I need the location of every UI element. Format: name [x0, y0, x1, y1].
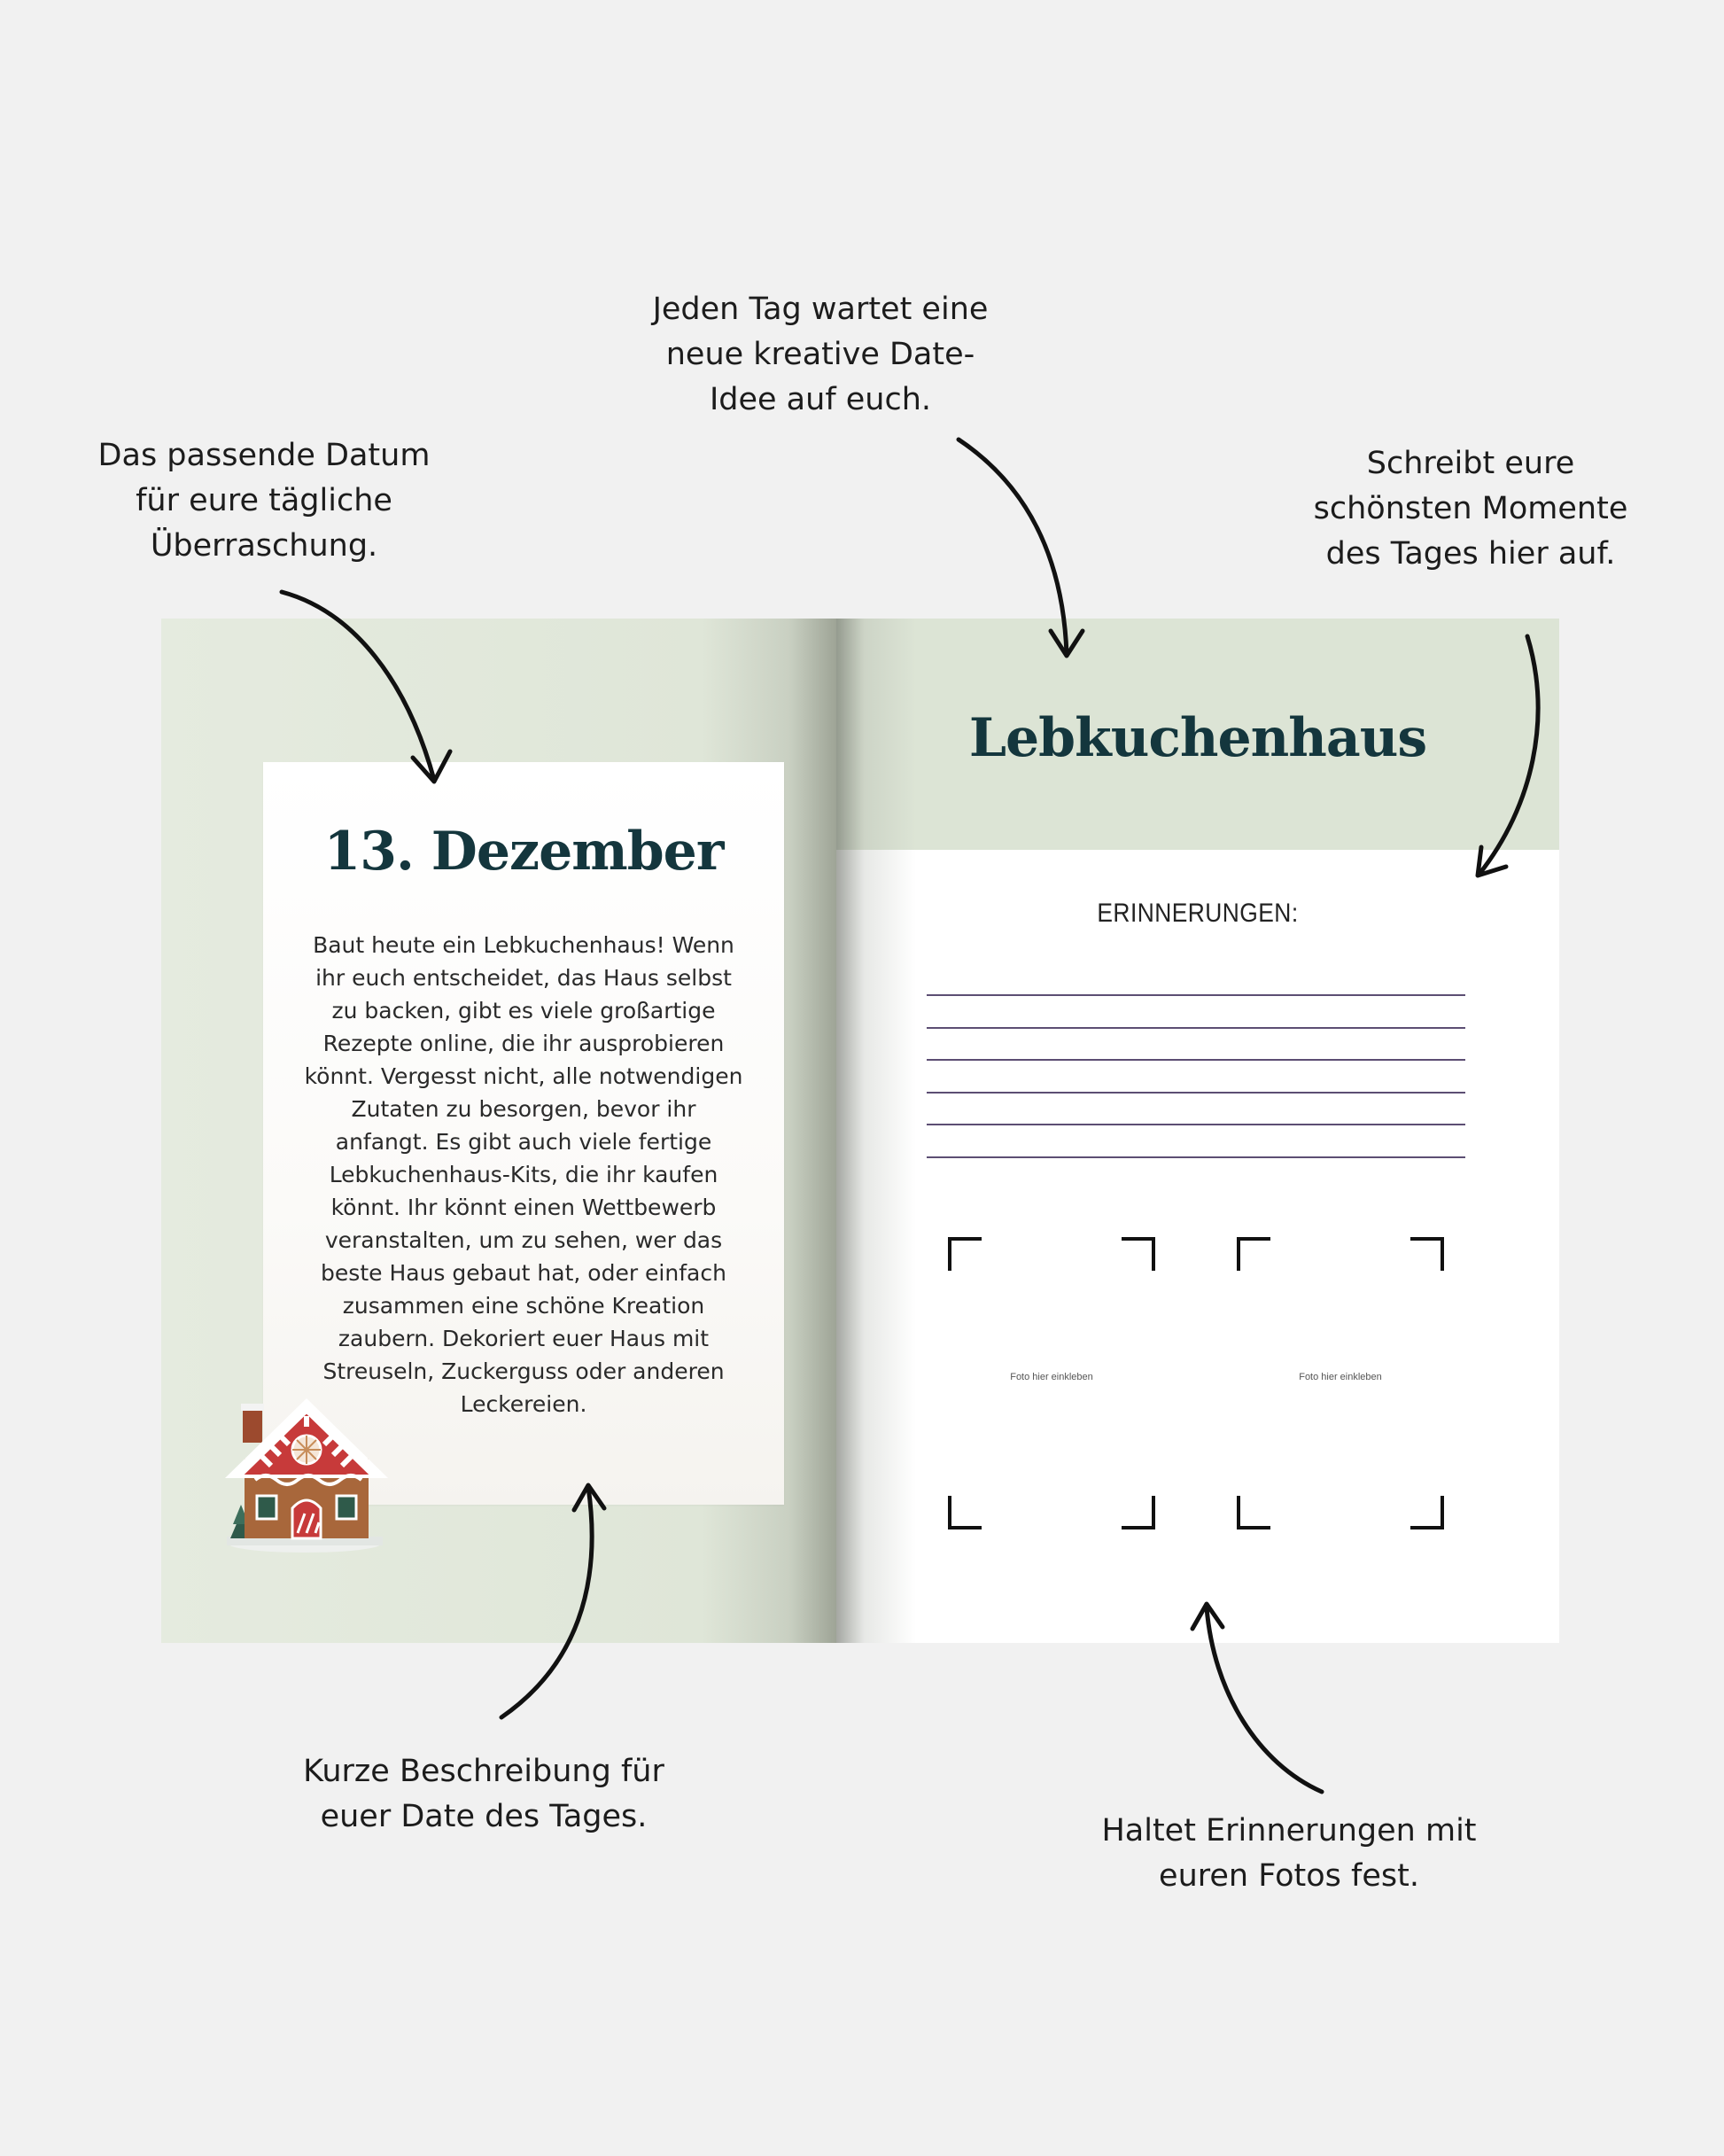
frame-corner — [1237, 1237, 1270, 1271]
annotation-idea: Jeden Tag wartet eine neue kreative Date- Idee auf euch. — [652, 292, 989, 417]
annotation-date: Das passende Datum für eure tägliche Überraschung. — [97, 438, 431, 564]
memories-label: ERINNERUNGEN: — [1097, 899, 1299, 928]
frame-corner — [948, 1237, 982, 1271]
photo-frame-2 — [1237, 1237, 1444, 1529]
writing-line — [927, 1061, 1465, 1094]
spine-shadow — [836, 619, 916, 1643]
frame-corner — [1122, 1496, 1155, 1529]
frame-corner — [1410, 1496, 1444, 1529]
open-book — [161, 619, 1559, 1643]
writing-line — [927, 996, 1465, 1029]
photo-frame-1 — [948, 1237, 1155, 1529]
photo-placeholder-label: Foto hier einkleben — [1299, 1372, 1382, 1382]
photo-placeholder-label: Foto hier einkleben — [1010, 1372, 1093, 1382]
date-idea-description: Baut heute ein Lebkuchenhaus! Wenn ihr euch entscheidet, das Haus selbst zu backen, gibt es viele großartige Rezepte online, die ihr ausprobieren könnt. Vergesst nicht, alle notwendigen Zutaten zu besorgen, bevor ihr anfangt. Es gibt auch viele fertige Lebkuchenhaus-Kits, die ihr kaufen könnt. Ihr könnt einen Wettbewerb veranstalten, um zu sehen, wer das beste Haus gebaut hat, oder einfach zusammen eine schöne Kreation zaubern. Dekoriert euer Haus mit Streuseln, Zuckerguss oder anderen Leckereien. — [304, 932, 743, 1417]
frame-corner — [1237, 1496, 1270, 1529]
frame-corner — [1122, 1237, 1155, 1271]
gingerbread-house-icon — [218, 1381, 392, 1558]
writing-line — [927, 1125, 1465, 1158]
idea-title: Lebkuchenhaus — [968, 707, 1427, 769]
frame-corner — [948, 1496, 982, 1529]
writing-line — [927, 1094, 1465, 1126]
frame-corner — [1410, 1237, 1444, 1271]
annotation-photos: Haltet Erinnerungen mit euren Fotos fest. — [1101, 1813, 1477, 1894]
annotation-memories: Schreibt eure schönsten Momente des Tages hier auf. — [1313, 446, 1628, 572]
memories-writing-lines — [927, 994, 1465, 1158]
date-title: 13. Dezember — [323, 821, 724, 883]
writing-line — [927, 1029, 1465, 1062]
left-page — [161, 619, 836, 1643]
right-page — [836, 619, 1559, 1643]
annotation-description: Kurze Beschreibung für euer Date des Tages. — [303, 1754, 664, 1834]
